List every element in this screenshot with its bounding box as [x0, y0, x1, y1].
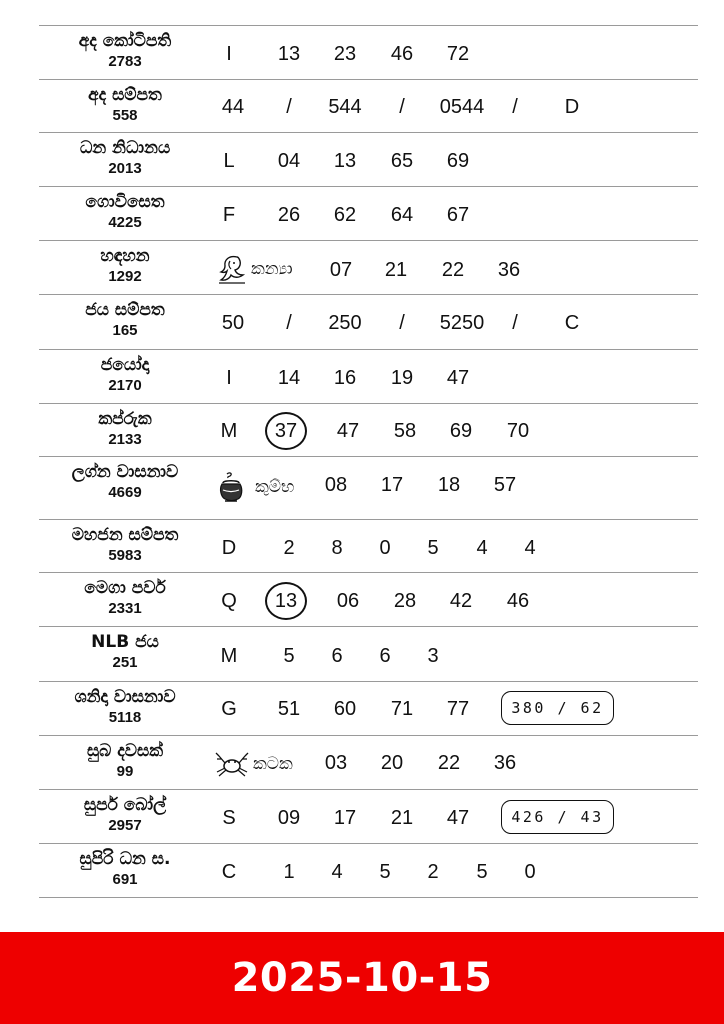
result-number: 07	[329, 259, 353, 281]
result-letter: M	[220, 420, 238, 442]
result-value: 0544	[439, 96, 485, 118]
result-number: 6	[379, 645, 391, 667]
lottery-name: අද කෝටිපති	[78, 31, 172, 51]
lottery-name: NLB ජය	[91, 632, 159, 652]
result-number: 22	[437, 752, 461, 774]
result-number: 58	[393, 420, 417, 442]
lottery-name: ගොවිසෙත	[85, 192, 165, 212]
result-number: 23	[333, 43, 357, 65]
zodiac-sign	[213, 750, 293, 778]
draw-number: 558	[112, 107, 138, 124]
table-row	[39, 843, 698, 898]
result-value: 5250	[439, 312, 485, 334]
result-number: 5	[427, 537, 439, 559]
result-number: 62	[333, 204, 357, 226]
draw-number: 165	[112, 322, 138, 339]
table-row	[39, 626, 698, 681]
result-number: 26	[277, 204, 301, 226]
result-number: 5	[283, 645, 295, 667]
result-letter: I	[226, 367, 232, 389]
result-number: 08	[324, 474, 348, 496]
result-value: 250	[328, 312, 362, 334]
result-number: 06	[336, 590, 360, 612]
result-number: 77	[446, 698, 470, 720]
separator: /	[286, 312, 292, 334]
result-number: 6	[331, 645, 343, 667]
table-row	[39, 294, 698, 349]
result-number: 65	[390, 150, 414, 172]
result-number: 36	[493, 752, 517, 774]
bonus-badge	[501, 691, 614, 725]
table-row	[39, 456, 698, 519]
cancer-crab-icon	[213, 750, 251, 778]
result-number: 09	[277, 807, 301, 829]
result-number: 0	[379, 537, 391, 559]
results-table	[39, 25, 698, 898]
draw-number: 5118	[108, 709, 142, 726]
virgo-icon	[215, 253, 249, 285]
lottery-name: සුබ දවසක්	[86, 741, 164, 761]
draw-number: 4225	[108, 214, 142, 231]
result-number: 0	[524, 861, 536, 883]
separator: /	[512, 96, 518, 118]
result-value: 44	[221, 96, 245, 118]
table-row	[39, 186, 698, 240]
result-number: 51	[277, 698, 301, 720]
separator: /	[512, 312, 518, 334]
lottery-name: ශනිදා වාසනාව	[74, 687, 176, 707]
lottery-name: හඳහන	[100, 246, 150, 266]
result-number: 28	[393, 590, 417, 612]
special-number: 37	[274, 419, 298, 442]
result-numbers	[39, 187, 698, 240]
result-letter: M	[220, 645, 238, 667]
separator: /	[399, 312, 405, 334]
result-number: 57	[493, 474, 517, 496]
result-number: 16	[333, 367, 357, 389]
draw-number: 2170	[108, 377, 142, 394]
result-letter: Q	[221, 590, 237, 612]
table-row	[39, 349, 698, 403]
result-value: 50	[221, 312, 245, 334]
bonus-value: 426 / 43	[511, 808, 604, 826]
result-number: 4	[524, 537, 536, 559]
aquarius-pot-icon	[217, 471, 245, 503]
result-numbers	[39, 736, 698, 789]
result-number: 17	[333, 807, 357, 829]
zodiac-label: කටක	[253, 754, 293, 774]
separator: /	[286, 96, 292, 118]
result-numbers	[39, 457, 698, 519]
result-numbers	[39, 80, 698, 132]
result-numbers	[39, 573, 698, 626]
table-row	[39, 240, 698, 294]
result-number: 64	[390, 204, 414, 226]
result-number: 69	[446, 150, 470, 172]
draw-number: 2133	[108, 431, 142, 448]
result-number: 60	[333, 698, 357, 720]
draw-number: 5983	[108, 547, 142, 564]
result-numbers	[39, 350, 698, 403]
result-number: 17	[380, 474, 404, 496]
table-row	[39, 403, 698, 456]
result-number: 04	[277, 150, 301, 172]
table-row	[39, 132, 698, 186]
draw-number: 2783	[108, 53, 142, 70]
result-number: 3	[427, 645, 439, 667]
lottery-name: සුපර් බෝල්	[83, 795, 167, 815]
bonus-badge	[501, 800, 614, 834]
lottery-name: ජයෝදා	[100, 355, 150, 375]
result-number: 71	[390, 698, 414, 720]
result-numbers	[39, 295, 698, 349]
result-number: 69	[449, 420, 473, 442]
result-number: 19	[390, 367, 414, 389]
draw-number: 2331	[108, 600, 142, 617]
result-number: 46	[390, 43, 414, 65]
result-letter: D	[221, 537, 237, 559]
result-number: 13	[333, 150, 357, 172]
result-numbers	[39, 520, 698, 572]
table-row	[39, 789, 698, 843]
draw-number: 2013	[108, 160, 142, 177]
result-number: 18	[437, 474, 461, 496]
lottery-name: මෙගා පවර්	[84, 578, 166, 598]
result-number: 67	[446, 204, 470, 226]
draw-number: 4669	[108, 484, 142, 501]
result-letter: C	[564, 312, 580, 334]
result-letter: F	[222, 204, 236, 226]
table-row	[39, 25, 698, 79]
result-number: 42	[449, 590, 473, 612]
result-number: 46	[506, 590, 530, 612]
result-number: 22	[441, 259, 465, 281]
lottery-name: ලග්න වාසනාව	[71, 462, 179, 482]
lottery-name: ජය සම්පත	[85, 300, 165, 320]
result-numbers	[39, 627, 698, 681]
lottery-name: අද සම්පත	[88, 85, 162, 105]
result-number: 8	[331, 537, 343, 559]
result-number: 70	[506, 420, 530, 442]
result-number: 72	[446, 43, 470, 65]
draw-number: 1292	[108, 268, 142, 285]
lottery-name: ධන නිධානය	[79, 138, 171, 158]
draw-number: 99	[116, 763, 134, 780]
result-number: 13	[277, 43, 301, 65]
result-number: 21	[390, 807, 414, 829]
result-numbers	[39, 241, 698, 294]
result-letter: L	[223, 150, 235, 172]
table-row	[39, 519, 698, 572]
result-number: 47	[446, 807, 470, 829]
result-numbers	[39, 682, 698, 735]
result-letter: S	[222, 807, 236, 829]
result-number: 4	[476, 537, 488, 559]
result-numbers	[39, 844, 698, 897]
result-numbers	[39, 404, 698, 456]
draw-number: 691	[112, 871, 138, 888]
result-numbers	[39, 133, 698, 186]
result-number: 20	[380, 752, 404, 774]
result-letter: D	[564, 96, 580, 118]
separator: /	[399, 96, 405, 118]
result-number: 47	[446, 367, 470, 389]
table-row	[39, 79, 698, 132]
result-number: 2	[427, 861, 439, 883]
lottery-name: කප්රුක	[98, 409, 152, 429]
table-row	[39, 681, 698, 735]
lottery-name: මහජන සම්පත	[71, 525, 179, 545]
result-value: 544	[328, 96, 362, 118]
result-number: 21	[384, 259, 408, 281]
draw-number: 2957	[108, 817, 142, 834]
draw-number: 251	[112, 654, 138, 671]
result-letter: I	[226, 43, 232, 65]
result-letter: C	[221, 861, 237, 883]
result-number: 14	[277, 367, 301, 389]
lottery-name: සුපිරි ධන ස.	[79, 849, 171, 869]
zodiac-label: කුම්භ	[255, 477, 295, 497]
zodiac-label: කන්‍යා	[251, 259, 293, 279]
result-number: 36	[497, 259, 521, 281]
result-date: 2025-10-15	[231, 955, 493, 1001]
result-number: 03	[324, 752, 348, 774]
result-numbers	[39, 26, 698, 79]
zodiac-sign	[217, 471, 294, 503]
result-number: 5	[476, 861, 488, 883]
zodiac-sign	[215, 253, 293, 285]
result-number: 5	[379, 861, 391, 883]
table-row	[39, 572, 698, 626]
date-banner	[0, 932, 724, 1024]
result-letter: G	[221, 698, 237, 720]
result-number: 2	[283, 537, 295, 559]
special-number-circle	[265, 412, 307, 450]
result-numbers	[39, 790, 698, 843]
result-number: 1	[283, 861, 295, 883]
special-number-circle	[265, 582, 307, 620]
result-number: 4	[331, 861, 343, 883]
table-row	[39, 735, 698, 789]
result-number: 47	[336, 420, 360, 442]
bonus-value: 380 / 62	[511, 699, 604, 717]
special-number: 13	[274, 589, 298, 612]
